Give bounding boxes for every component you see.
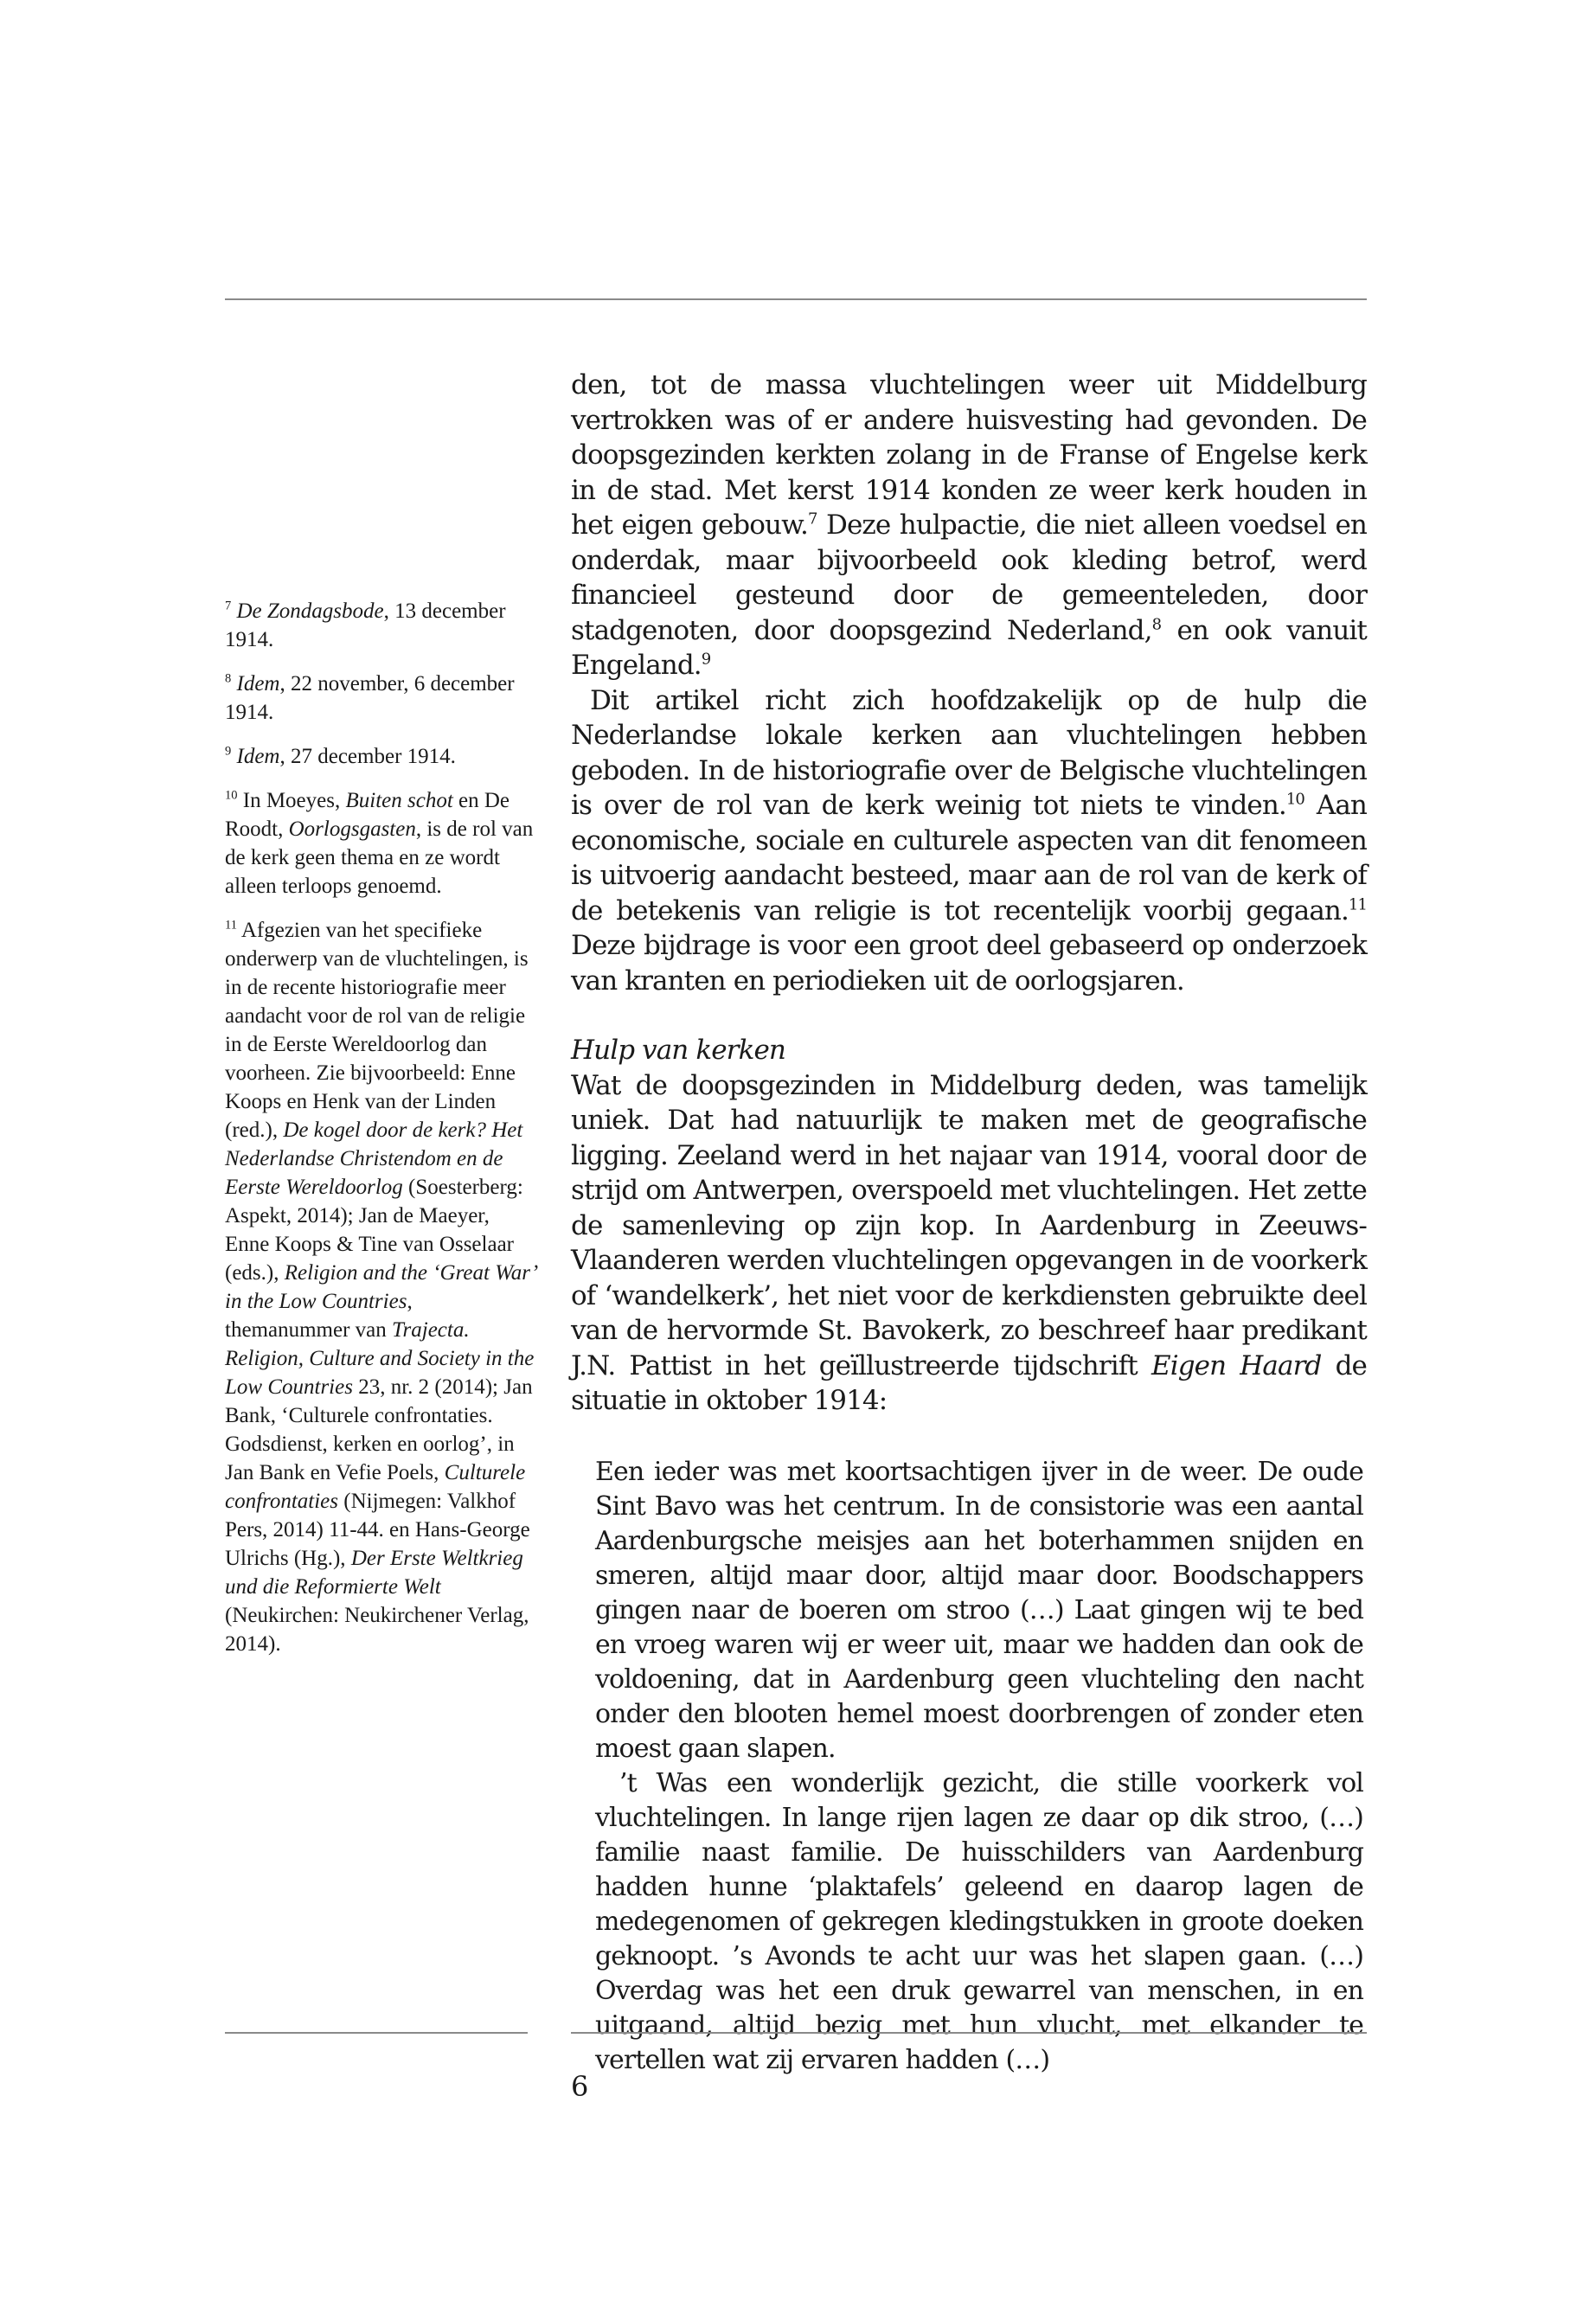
footnote-11: $^{11}$ Afgezien van het specifieke onderwerp van de vluchtelingen, is in de recente historiografie meer aandacht voor de rol van de religie in de Eerste Wereldoorlog dan voorheen. Zie bijvoorbeeld: Enne Koops en Henk van der Linden (red.), De kogel door de kerk? Het Nederlandse Christendom en de Eerste Wereldoorlog (Soesterberg: Aspekt, 2014); Jan de Maeyer, Enne Koops & Tine van Osselaar (eds.), Religion and the ‘Great War’ in the Low Countries, themanummer van Trajecta. Religion, Culture and Society in the Low Countries 23, nr. 2 (2014); Jan Bank, ‘Culturele confrontaties. Godsdienst, kerken en oorlog’, in Jan Bank en Vefie Poels, Culturele confrontaties (Nijmegen: Valkhof Pers, 2014) 11-44. en Hans-George Ulrichs (Hg.), Der Erste Weltkrieg und die Reformierte Welt (Neukirchen: Neukirchener Verlag, 2014). <box>225 918 536 1656</box>
paragraph-2: Dit artikel richt zich hoofdzakelijk op de hulp die Nederlandse lokale kerken aan vluchtelingen hebben geboden. In de historiografie over de Belgische vluchtelingen is over de rol van de kerk weinig tot niets te vinden.$^{10}$ Aan economische, sociale en culturele aspecten van dit fenomeen is uitvoerig aandacht besteed, maar aan de rol van de kerk of de betekenis van religie is tot recentelijk voorbij gegaan.$^{11}$ Deze bijdrage is voor een groot deel gebaseerd op onderzoek van kranten en periodieken uit de oorlogsjaren. <box>571 684 1368 997</box>
bottom-rule-right <box>571 2032 1367 2034</box>
footnote-8: $^8$ Idem, 22 november, 6 december 1914. <box>225 671 515 724</box>
paragraph-3: Wat de doopsgezinden in Middelburg deden, was tamelijk uniek. Dat had natuurlijk te maken met de geografische ligging. Zeeland werd in het najaar van 1914, vooral door de strijd om Antwerpen, overspoeld met vluchtelingen. Het zette de samenleving op zijn kop. In Aardenburg in Zeeuws-Vlaanderen werden vluchtelingen opgevangen in de voorkerk of ‘wandelkerk’, het niet voor de kerkdiensten gebruikte deel van de hervormde St. Bavokerk, zo beschreef haar predikant J.N. Pattist in het geïllustreerde tijdschrift Eigen Haard de situatie in oktober 1914: <box>571 1069 1367 1416</box>
footnote-9: $^9$ Idem, 27 december 1914. <box>225 744 456 768</box>
footnotes-column <box>225 597 536 1674</box>
quote-paragraph-2: ’t Was een wonderlijk gezicht, die stille voorkerk vol vluchtelingen. In lange rijen lagen ze daar op dik stroo, (…) familie naast familie. De huisschilders van Aardenburg hadden hunne ‘plaktafels’ geleend en daarop lagen de medegenomen of gekregen kledingstukken in groote doeken geknoopt. ’s Avonds te acht uur was het slapen gaan. (…) Overdag was het een druk gewarrel van menschen, in en uitgaand, altijd bezig met hun vlucht, met elkander te vertellen wat zij ervaren hadden (…) <box>595 1767 1363 2075</box>
block-quote <box>595 1455 1363 2078</box>
footnote-7: $^7$ De Zondagsbode, 13 december 1914. <box>225 599 506 651</box>
bottom-rule-left <box>225 2032 528 2034</box>
page-number: 6 <box>571 2070 589 2103</box>
footnote-10: $^{10}$ In Moeyes, Buiten schot en De Roodt, Oorlogsgasten, is de rol van de kerk geen thema en ze wordt alleen terloops genoemd. <box>225 788 534 898</box>
top-rule <box>225 298 1367 300</box>
section-heading: Hulp van kerken <box>571 1035 785 1066</box>
quote-paragraph-1: Een ieder was met koortsachtigen ijver in de weer. De oude Sint Bavo was het centrum. In de consistorie was een aantal Aardenburgsche meisjes aan het boterhammen snijden en smeren, altijd maar door, altijd maar door. Boodschappers gingen naar de boeren om stroo (…) Laat gingen wij te bed en vroeg waren wij er weer uit, maar we hadden dan ook de voldoening, dat in Aardenburg geen vluchteling den nacht onder den blooten hemel moest doorbrengen of zonder eten moest gaan slapen. <box>595 1456 1363 1764</box>
main-text-column <box>571 368 1367 2078</box>
paragraph-1: den, tot de massa vluchtelingen weer uit Middelburg vertrokken was of er andere huisvesting had gevonden. De doopsgezinden kerkten zolang in de Franse of Engelse kerk in de stad. Met kerst 1914 konden ze weer kerk houden in het eigen gebouw.$^7$ Deze hulpactie, die niet alleen voedsel en onderdak, maar bijvoorbeeld ook kleding betrof, werd financieel gesteund door de gemeenteleden, door stadgenoten, door doopsgezind Nederland,$^8$ en ook vanuit Engeland.$^9$ <box>571 369 1367 681</box>
